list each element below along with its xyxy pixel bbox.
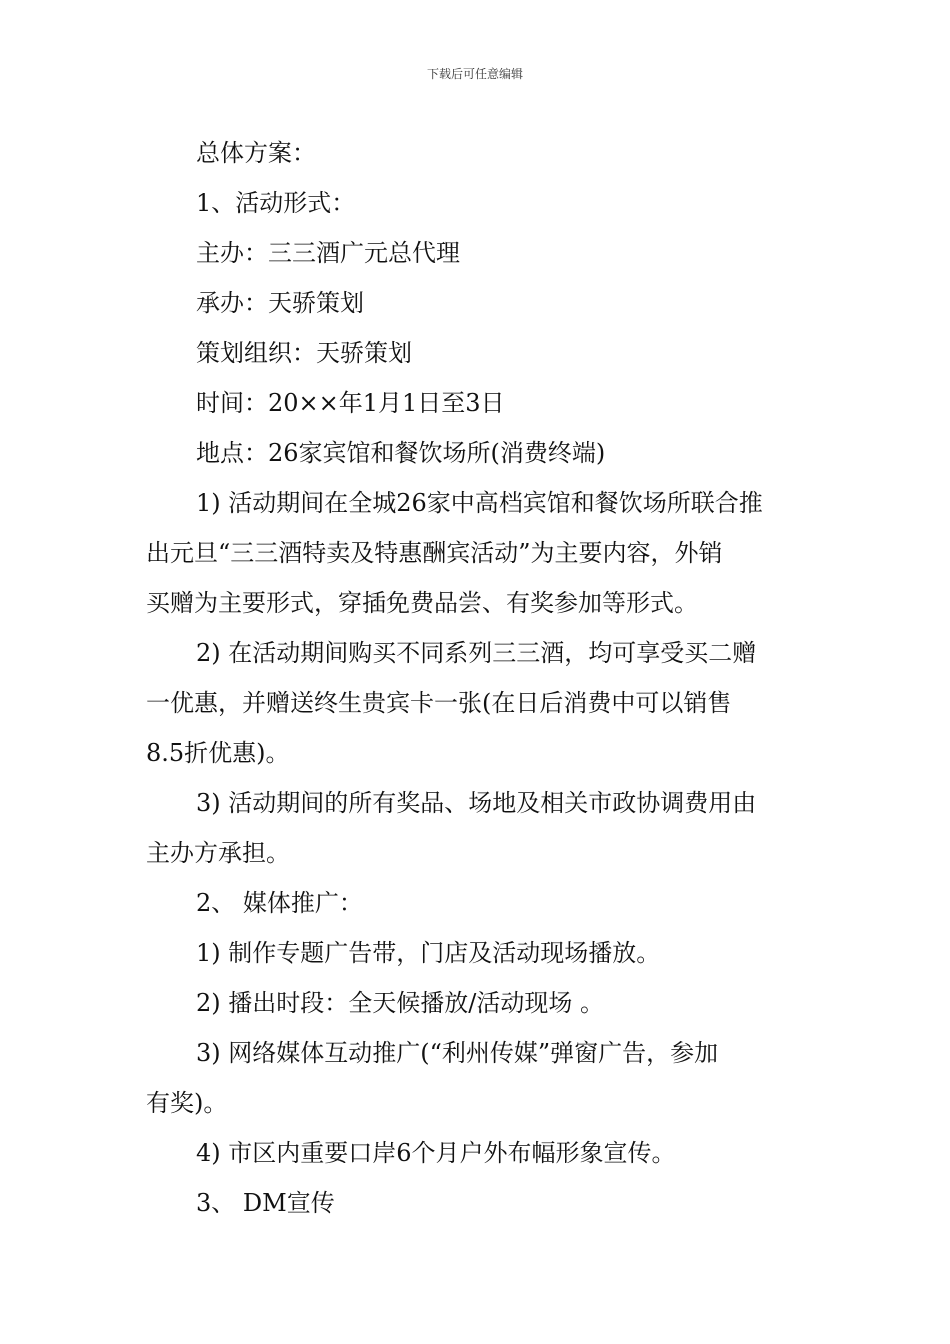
section-heading-activity-form: 1、活动形式： — [196, 189, 356, 217]
paragraph-line: 1) 制作专题广告带，门店及活动现场播放。 — [196, 939, 661, 967]
document-body — [146, 128, 806, 1228]
paragraph-line: 出元旦“三三酒特卖及特惠酬宾活动”为主要内容，外销 — [146, 539, 723, 567]
paragraph-line: 买赠为主要形式，穿插免费品尝、有奖参加等形式。 — [146, 589, 698, 617]
paragraph-line: 2) 播出时段：全天候播放/活动现场 。 — [196, 989, 604, 1017]
undertaker-line: 承办：天骄策划 — [196, 289, 364, 317]
paragraph-line: 主办方承担。 — [146, 839, 290, 867]
time-line: 时间：20××年1月1日至3日 — [196, 389, 505, 417]
paragraph-line: 1) 活动期间在全城26家中高档宾馆和餐饮场所联合推 — [196, 489, 763, 517]
section-heading-overall-plan: 总体方案： — [196, 139, 316, 167]
paragraph-line: 有奖)。 — [146, 1089, 228, 1117]
paragraph-line: 2) 在活动期间购买不同系列三三酒，均可享受买二赠 — [196, 639, 757, 667]
section-heading-dm-promotion: 3、 DM宣传 — [196, 1189, 335, 1217]
planning-org-line: 策划组织：天骄策划 — [196, 339, 412, 367]
paragraph-line: 一优惠，并赠送终生贵宾卡一张(在日后消费中可以销售 — [146, 689, 732, 717]
page-header: 下载后可任意编辑 — [426, 67, 523, 81]
paragraph-line: 4) 市区内重要口岸6个月户外布幅形象宣传。 — [196, 1139, 676, 1167]
location-line: 地点：26家宾馆和餐饮场所(消费终端) — [196, 439, 606, 467]
section-heading-media-promotion: 2、 媒体推广： — [196, 889, 363, 917]
paragraph-line: 3) 活动期间的所有奖品、场地及相关市政协调费用由 — [196, 789, 757, 817]
paragraph-line: 3) 网络媒体互动推广(“利州传媒”弹窗广告，参加 — [196, 1039, 719, 1067]
organizer-line: 主办：三三酒广元总代理 — [196, 239, 460, 267]
paragraph-line: 8.5折优惠)。 — [146, 739, 290, 767]
